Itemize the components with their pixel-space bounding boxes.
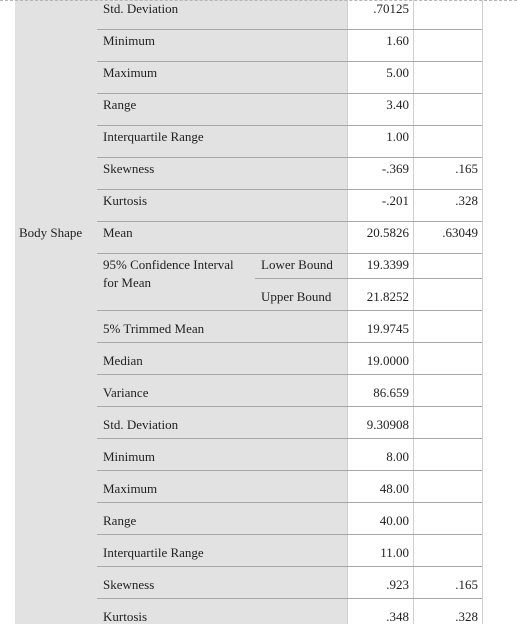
page-top-border [0,0,517,1]
row-divider [97,157,482,158]
body-shape-row-label: Maximum [103,481,158,496]
ci-lower-bound-label: Lower Bound [261,257,333,272]
body-shape-row-label: Minimum [103,449,156,464]
row-divider [97,29,482,30]
ci-label-line2: for Mean [103,275,152,290]
stat-row-statistic: -.201 [381,193,409,208]
row-divider [97,598,482,599]
body-shape-row-label: Range [103,513,137,528]
row-divider [97,310,482,311]
body-shape-row-statistic: 11.00 [380,545,409,560]
stat-row-label: Minimum [103,33,156,48]
row-divider [97,221,482,222]
ci-upper-bound-value: 21.8252 [366,289,409,304]
row-divider [97,189,482,190]
mean-row-std-error: .63049 [442,225,478,240]
row-divider [97,342,482,343]
stat-row-statistic: 5.00 [386,65,409,80]
row-divider [97,253,482,254]
body-shape-row-label: Median [103,353,143,368]
row-divider [97,502,482,503]
body-shape-row-statistic: 19.9745 [366,321,409,336]
row-divider [97,438,482,439]
stat-row-statistic: .70125 [373,1,409,16]
table-right-border [482,0,483,624]
body-shape-row-label: Std. Deviation [103,417,179,432]
body-shape-row-statistic: 48.00 [379,481,409,496]
stat-row-statistic: -.369 [381,161,409,176]
ci-upper-bound-label: Upper Bound [261,289,332,304]
row-divider [97,470,482,471]
row-divider [97,93,482,94]
body-shape-row-statistic: 19.0000 [366,353,409,368]
row-divider [97,61,482,62]
row-divider [97,566,482,567]
stat-row-label: Maximum [103,65,158,80]
stat-row-label: Skewness [103,161,155,176]
stat-row-label: Range [103,97,137,112]
row-divider [255,278,482,279]
body-shape-row-statistic: 9.30908 [366,417,409,432]
body-shape-row-std-error: .328 [455,609,478,624]
ci-label: 95% Confidence Interval [103,257,234,272]
body-shape-row-label: Kurtosis [103,609,148,624]
body-shape-row-label: 5% Trimmed Mean [103,321,205,336]
body-shape-row-statistic: 8.00 [386,449,409,464]
stat-row-std-error: .328 [455,193,478,208]
stat-row-std-error: .165 [455,161,478,176]
body-shape-row-label: Interquartile Range [103,545,204,560]
group-label-body-shape: Body Shape [19,225,83,240]
body-shape-row-statistic: .923 [386,577,409,592]
mean-row-label: Mean [103,225,133,240]
body-shape-row-statistic: 86.659 [373,385,409,400]
row-divider [97,534,482,535]
body-shape-row-label: Skewness [103,577,155,592]
stat-row-label: Std. Deviation [103,1,179,16]
stat-row-label: Kurtosis [103,193,148,208]
row-divider [97,125,482,126]
stat-row-statistic: 3.40 [386,97,409,112]
group-column-background [15,0,97,624]
stat-row-label: Interquartile Range [103,129,204,144]
stat-row-statistic: 1.60 [386,33,409,48]
body-shape-row-statistic: 40.00 [379,513,409,528]
row-divider [97,406,482,407]
body-shape-row-std-error: .165 [455,577,478,592]
body-shape-row-label: Variance [103,385,149,400]
mean-row-statistic: 20.5826 [366,225,409,240]
row-divider [97,374,482,375]
stat-row-statistic: 1.00 [386,129,409,144]
body-shape-row-statistic: .348 [386,609,409,624]
ci-lower-bound-value: 19.3399 [366,257,409,272]
